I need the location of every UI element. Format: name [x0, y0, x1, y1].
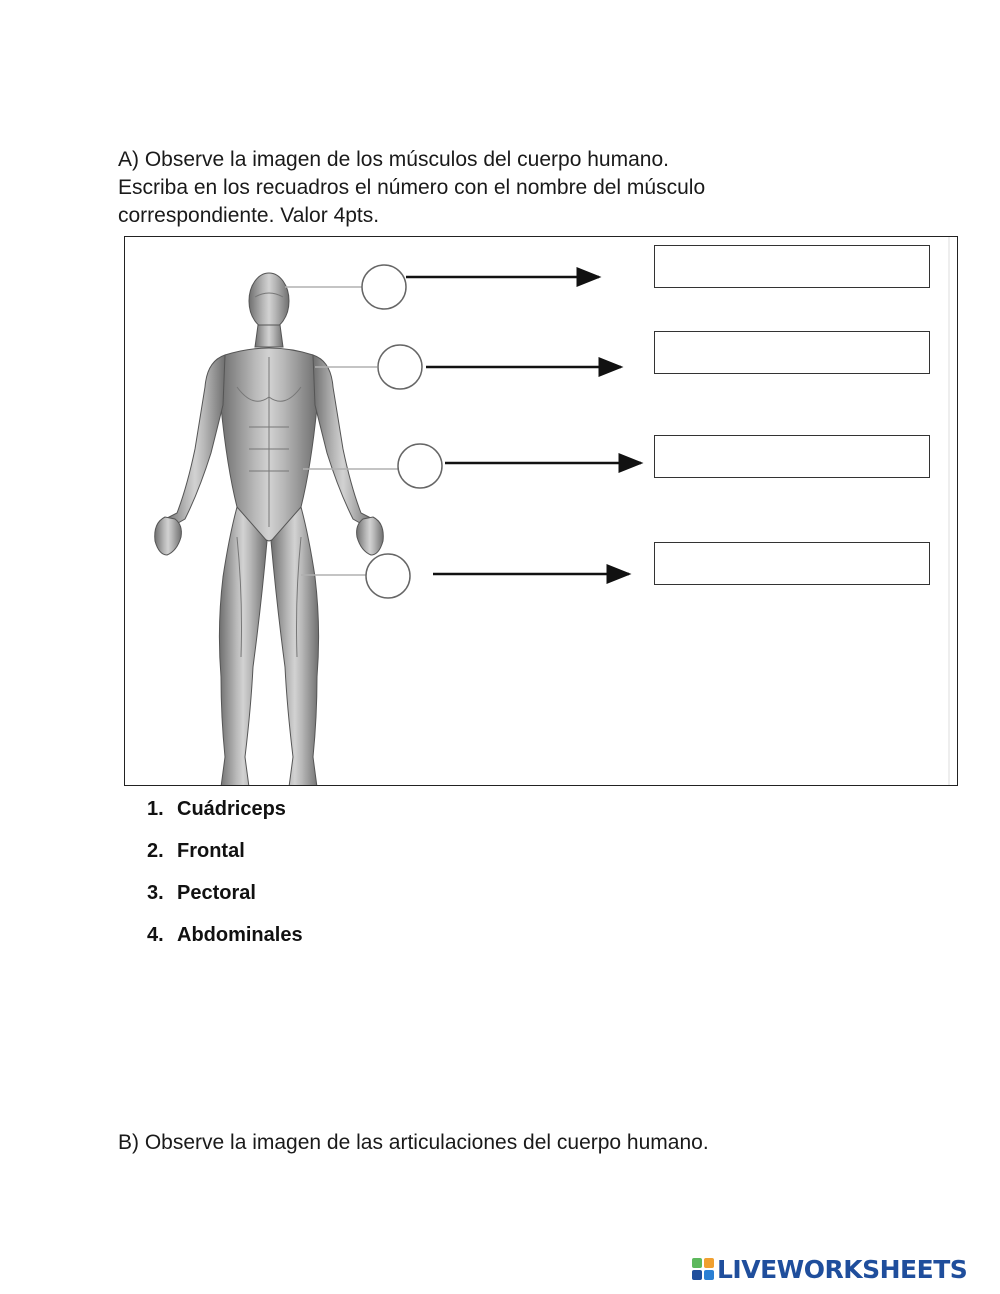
list-item [147, 838, 303, 880]
arrows [406, 277, 641, 574]
list-item-label: Abdominales [177, 924, 303, 946]
list-item-label: Pectoral [177, 882, 256, 904]
answer-box-2[interactable] [654, 331, 930, 374]
instruction-line-2: Escriba en los recuadros el número con el nombre del músculo [118, 176, 706, 199]
instruction-line-1: A) Observe la imagen de los músculos del cuerpo humano. [118, 148, 669, 171]
human-body-figure [155, 273, 384, 786]
section-b-instructions: B) Observe la imagen de las articulaciones del cuerpo humano. [118, 1131, 709, 1154]
list-item-label: Cuádriceps [177, 798, 286, 820]
number-circle-4 [366, 554, 410, 598]
list-item-label: Frontal [177, 840, 245, 862]
number-circle-2 [378, 345, 422, 389]
list-item-number: 4. [147, 924, 164, 946]
liveworksheets-logo-icon [692, 1258, 714, 1280]
liveworksheets-logo [692, 1254, 967, 1284]
list-item [147, 796, 303, 838]
muscle-diagram [125, 237, 958, 786]
muscle-name-list [147, 796, 303, 964]
section-a-instructions [118, 146, 878, 230]
list-item [147, 880, 303, 922]
answer-box-4[interactable] [654, 542, 930, 585]
muscle-diagram-frame [124, 236, 958, 786]
number-circle-3 [398, 444, 442, 488]
list-item-number: 2. [147, 840, 164, 862]
list-item-number: 1. [147, 798, 164, 820]
number-circle-1 [362, 265, 406, 309]
answer-box-3[interactable] [654, 435, 930, 478]
answer-box-1[interactable] [654, 245, 930, 288]
list-item [147, 922, 303, 964]
logo-text: LIVEWORKSHEETS [717, 1254, 968, 1284]
list-item-number: 3. [147, 882, 164, 904]
instruction-line-3: correspondiente. Valor 4pts. [118, 204, 380, 227]
